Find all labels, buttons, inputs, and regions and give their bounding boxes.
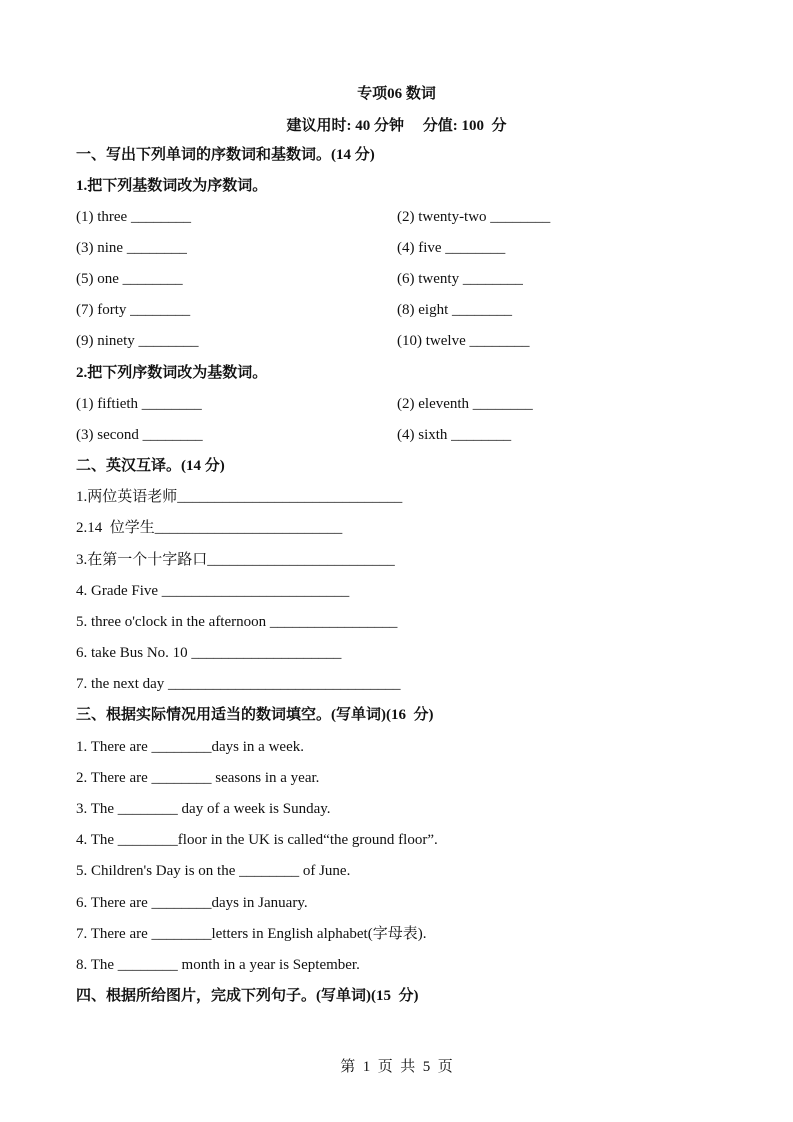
fill-blank-item: 6. There are ________days in January. <box>76 895 308 911</box>
translation-item: 1.两位英语老师______________________________ <box>76 489 403 505</box>
exercise-item: (10) twelve ________ <box>397 333 530 349</box>
exercise-item: (8) eight ________ <box>397 302 512 318</box>
exercise-item: (1) three ________ <box>76 209 191 225</box>
translation-item: 5. three o'clock in the afternoon _________________ <box>76 614 398 630</box>
exercise-item: (3) nine ________ <box>76 240 187 256</box>
exercise-item: (3) second ________ <box>76 427 203 443</box>
fill-blank-item: 1. There are ________days in a week. <box>76 739 304 755</box>
page-title: 专项06 数词 <box>357 86 436 102</box>
section-1-heading: 一、写出下列单词的序数词和基数词。(14 分) <box>76 147 375 163</box>
fill-blank-item: 7. There are ________letters in English alphabet(字母表). <box>76 926 427 942</box>
page-number: 第 1 页 共 5 页 <box>340 1059 453 1075</box>
section-4-heading: 四、根据所给图片，完成下列句子。(写单词)(15 分) <box>76 988 419 1004</box>
translation-item: 2.14 位学生_________________________ <box>76 520 343 536</box>
section-3-heading: 三、根据实际情况用适当的数词填空。(写单词)(16 分) <box>76 707 434 723</box>
part-1-heading: 1.把下列基数词改为序数词。 <box>76 178 268 194</box>
translation-item: 4. Grade Five _________________________ <box>76 583 350 599</box>
section-2-heading: 二、英汉互译。(14 分) <box>76 458 225 474</box>
translation-item: 3.在第一个十字路口_________________________ <box>76 552 395 568</box>
fill-blank-item: 4. The ________floor in the UK is called“the ground floor”. <box>76 832 438 848</box>
fill-blank-item: 2. There are ________ seasons in a year. <box>76 770 320 786</box>
exercise-item: (4) five ________ <box>397 240 506 256</box>
exercise-item: (5) one ________ <box>76 271 183 287</box>
fill-blank-item: 3. The ________ day of a week is Sunday. <box>76 801 331 817</box>
fill-blank-item: 5. Children's Day is on the ________ of June. <box>76 863 351 879</box>
fill-blank-item: 8. The ________ month in a year is September. <box>76 957 360 973</box>
translation-item: 7. the next day _______________________________ <box>76 676 401 692</box>
translation-item: 6. take Bus No. 10 ____________________ <box>76 645 342 661</box>
exercise-item: (2) eleventh ________ <box>397 396 533 412</box>
exercise-item: (6) twenty ________ <box>397 271 523 287</box>
exercise-item: (9) ninety ________ <box>76 333 199 349</box>
exercise-item: (1) fiftieth ________ <box>76 396 202 412</box>
time-score-info: 建议用时: 40 分钟 分值: 100 分 <box>286 118 507 134</box>
exercise-item: (2) twenty-two ________ <box>397 209 551 225</box>
exercise-item: (7) forty ________ <box>76 302 191 318</box>
part-2-heading: 2.把下列序数词改为基数词。 <box>76 365 268 381</box>
exercise-item: (4) sixth ________ <box>397 427 512 443</box>
